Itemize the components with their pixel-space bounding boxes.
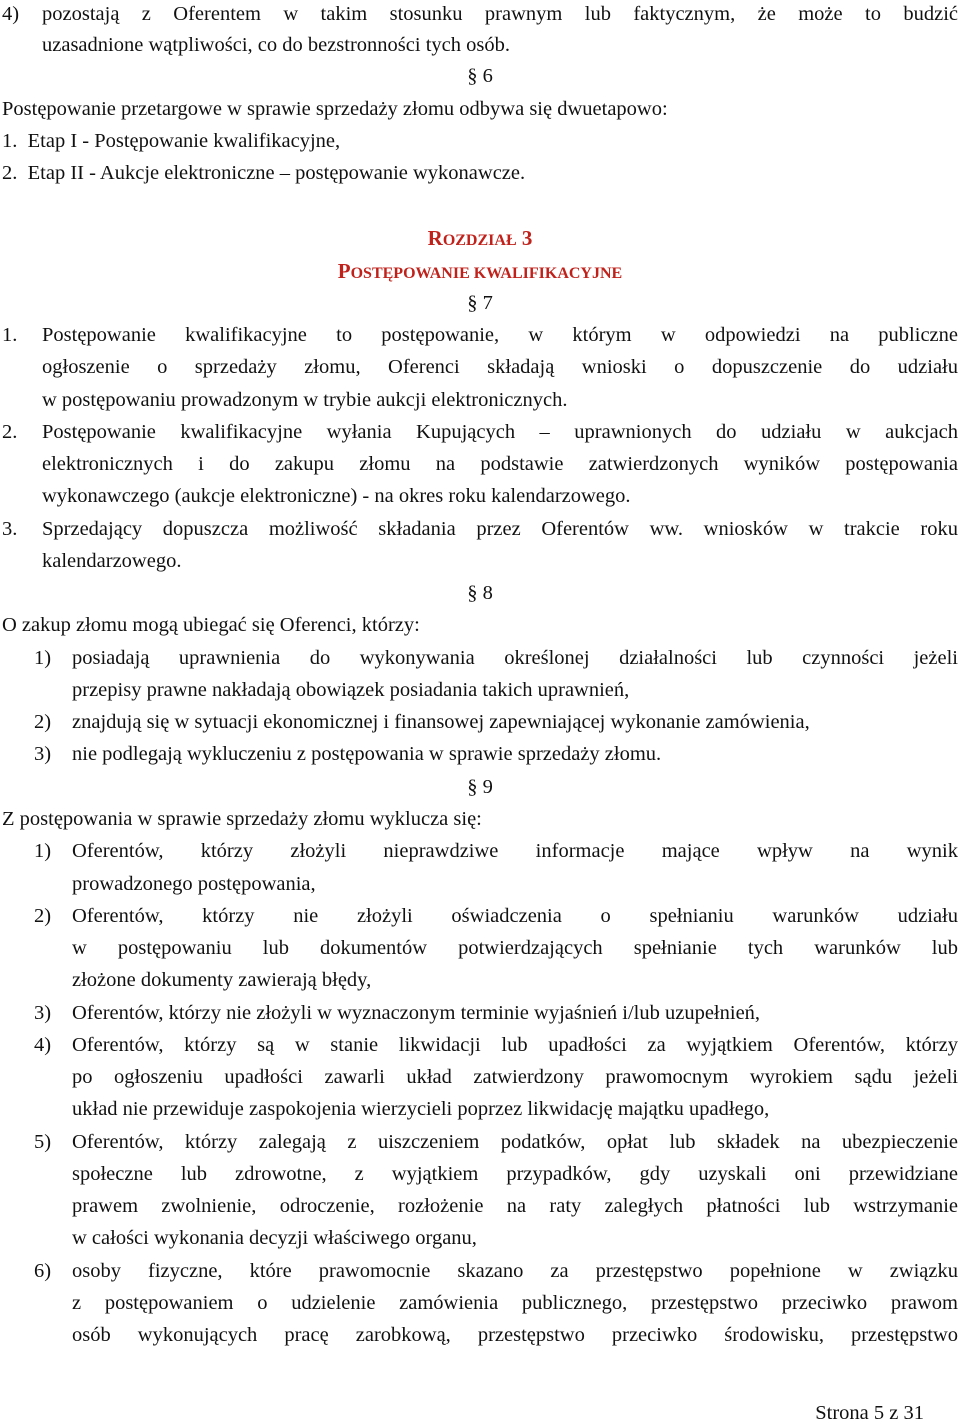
paragraph-intro: Postępowanie przetargowe w sprawie sprzedaży złomu odbywa się dwuetapowo: — [2, 98, 668, 120]
text-line: pozostają z Oferentem w takim stosunku prawnym lub faktycznym, że może to budzić — [42, 3, 958, 25]
list-number: 1. — [2, 324, 18, 346]
text-line: prawem zwolnienie, odroczenie, rozłożenie na raty zaległych płatności lub wstrzymanie — [72, 1195, 958, 1217]
list-number: 1) — [34, 840, 52, 862]
text-line: nie podlegają wykluczeniu z postępowania w sprawie sprzedaży złomu. — [72, 743, 662, 765]
section-heading: § 7 — [467, 292, 493, 314]
text-line: Oferentów, którzy są w stanie likwidacji lub upadłości za wyjątkiem Oferentów, którzy — [72, 1034, 958, 1056]
text-line: Oferentów, którzy złożyli nieprawdziwe informacje mające wpływ na wynik — [72, 840, 958, 862]
text-line: w postępowaniu prowadzonym w trybie aukcji elektronicznych. — [42, 389, 568, 411]
section-heading: § 9 — [467, 776, 493, 798]
text-line: znajdują się w sytuacji ekonomicznej i finansowej zapewniającej wykonanie zamówienia, — [72, 711, 810, 733]
text-line: Oferentów, którzy zalegają z uiszczeniem podatków, opłat lub składek na ubezpieczenie — [72, 1131, 958, 1153]
text-line: w całości wykonania decyzji właściwego organu, — [72, 1227, 477, 1249]
list-number: 2) — [34, 905, 52, 927]
text-line: osoby fizyczne, które prawomocnie skazano za przestępstwo popełnione w związku — [72, 1260, 958, 1282]
text-line: posiadają uprawnienia do wykonywania określonej działalności lub czynności jeżeli — [72, 647, 958, 669]
text-line: Oferentów, którzy nie złożyli oświadczenia o spełnianiu warunków udziału — [72, 905, 958, 927]
list-number: 6) — [34, 1260, 52, 1282]
list-number: 3. — [2, 518, 18, 540]
text-line: wykonawczego (aukcje elektroniczne) - na okres roku kalendarzowego. — [42, 485, 631, 507]
text-line: ogłoszenie o sprzedaży złomu, Oferenci składają wnioski o dopuszczenie do udziału — [42, 356, 958, 378]
list-number: 5) — [34, 1131, 52, 1153]
text-line: uzasadnione wątpliwości, co do bezstronności tych osób. — [42, 34, 510, 56]
list-number: 4) — [2, 3, 20, 25]
page-number: Strona 5 z 31 — [815, 1402, 924, 1424]
text-line: osób wykonujących pracę zarobkową, przestępstwo przeciwko środowisku, przestępstwo — [72, 1324, 958, 1346]
list-number: 3) — [34, 743, 52, 765]
list-number: 2. — [2, 421, 18, 443]
text-line: układ nie przewiduje zaspokojenia wierzycieli poprzez likwidację majątku upadłego, — [72, 1098, 770, 1120]
paragraph-intro: Z postępowania w sprawie sprzedaży złomu wyklucza się: — [2, 808, 482, 830]
text-line: złożone dokumenty zawierają błędy, — [72, 969, 372, 991]
list-number: 3) — [34, 1002, 52, 1024]
text-line: przepisy prawne nakładają obowiązek posiadania takich uprawnień, — [72, 679, 630, 701]
list-item: 1. Etap I - Postępowanie kwalifikacyjne, — [2, 130, 341, 152]
text-line: w postępowaniu lub dokumentów potwierdzających spełnianie tych warunków lub — [72, 937, 958, 959]
list-item: 2. Etap II - Aukcje elektroniczne – postępowanie wykonawcze. — [2, 162, 526, 184]
paragraph-intro: O zakup złomu mogą ubiegać się Oferenci, którzy: — [2, 614, 420, 636]
text-line: po ogłoszeniu upadłości zawarli układ zatwierdzony prawomocnym wyrokiem sądu jeżeli — [72, 1066, 958, 1088]
section-heading: § 6 — [467, 65, 493, 87]
chapter-title: ROZDZIAŁ 3 — [427, 226, 533, 250]
text-line: elektronicznych i do zakupu złomu na podstawie zatwierdzonych wyników postępowania — [42, 453, 958, 475]
list-number: 4) — [34, 1034, 52, 1056]
list-number: 2) — [34, 711, 52, 733]
text-line: społeczne lub zdrowotne, z wyjątkiem przypadków, gdy uzyskali oni przewidziane — [72, 1163, 958, 1185]
text-line: kalendarzowego. — [42, 550, 182, 572]
chapter-subtitle: POSTĘPOWANIE KWALIFIKACYJNE — [337, 259, 623, 283]
text-line: prowadzonego postępowania, — [72, 873, 316, 895]
text-line: Postępowanie kwalifikacyjne to postępowanie, w którym w odpowiedzi na publiczne — [42, 324, 958, 346]
list-number: 1) — [34, 647, 52, 669]
text-line: Sprzedający dopuszcza możliwość składania przez Oferentów ww. wniosków w trakcie roku — [42, 518, 958, 540]
text-line: z postępowaniem o udzielenie zamówienia publicznego, przestępstwo przeciwko prawom — [72, 1292, 958, 1314]
text-line: Postępowanie kwalifikacyjne wyłania Kupujących – uprawnionych do udziału w aukcjach — [42, 421, 958, 443]
section-heading: § 8 — [467, 582, 493, 604]
text-line: Oferentów, którzy nie złożyli w wyznaczonym terminie wyjaśnień i/lub uzupełnień, — [72, 1002, 761, 1024]
